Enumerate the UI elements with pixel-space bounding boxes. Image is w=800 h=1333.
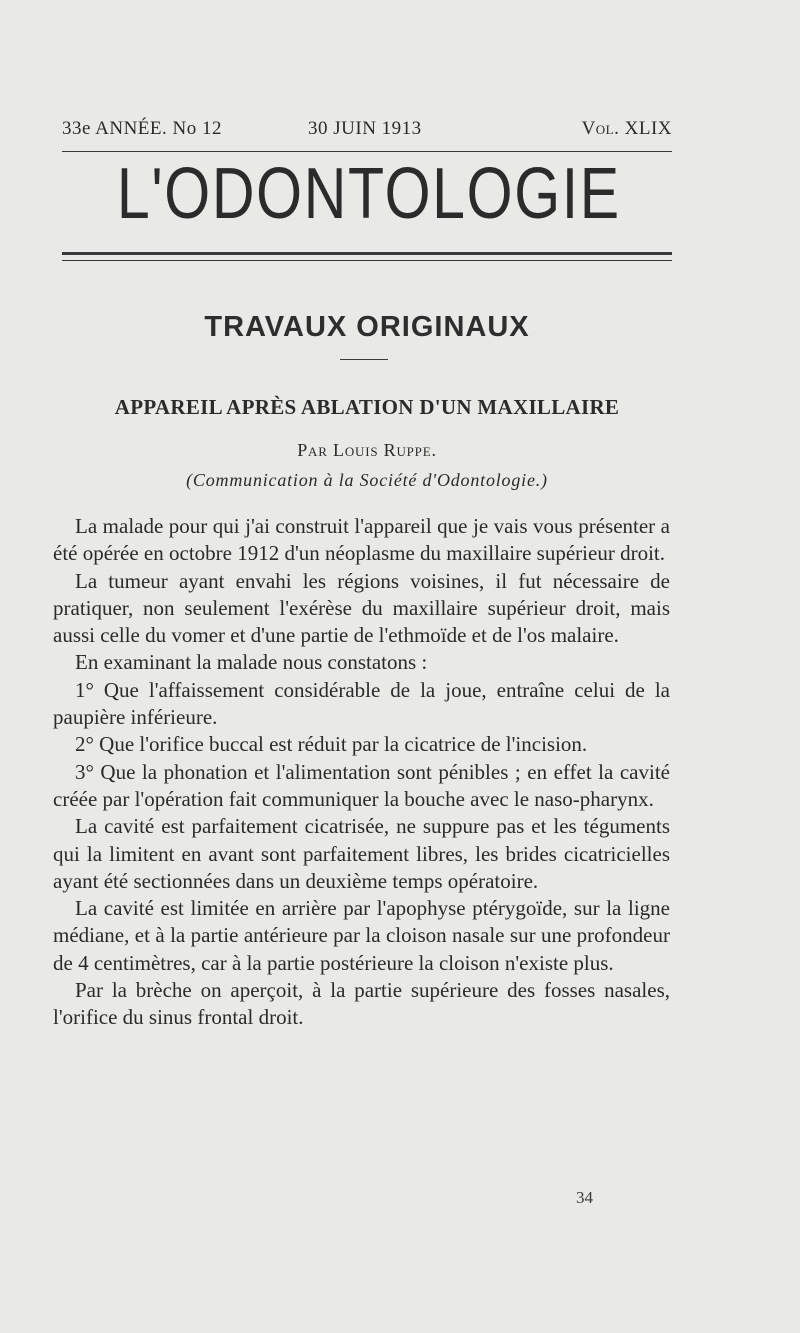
section-divider [340,359,388,360]
volume-number: Vol. XLIX [581,118,672,139]
article-body [53,513,670,1032]
paragraph: En examinant la malade nous constatons : [75,650,428,675]
paragraph: La malade pour qui j'ai construit l'appareil que je vais vous présenter a été opérée en octobre 1912 d'un néoplasme du maxillaire supérieur droit. [53,514,670,566]
paragraph: 3° Que la phonation et l'alimentation sont pénibles ; en effet la cavité créée par l'opération fait communiquer la bouche avec le naso-pharynx. [53,759,670,811]
issue-number: 33e ANNÉE. No 12 [62,118,222,139]
paragraph: Par la brèche on aperçoit, à la partie supérieure des fosses nasales, l'orifice du sinus frontal droit. [53,978,670,1030]
paragraph: La cavité est limitée en arrière par l'apophyse ptérygoïde, sur la ligne médiane, et à la partie antérieure par la cloison nasale sur une profondeur de 4 centimètres, car à la partie postérieure la cloison n'existe plus. [53,896,670,975]
article-communication-note: (Communication à la Société d'Odontologie.) [186,470,548,490]
issue-date: 30 JUIN 1913 [308,118,422,139]
paragraph: 2° Que l'orifice buccal est réduit par la cicatrice de l'incision. [75,732,588,757]
paragraph: La cavité est parfaitement cicatrisée, ne suppure pas et les téguments qui la limitent en avant sont parfaitement libres, les brides cicatricielles ayant été sectionnées dans un deuxième temps opératoire. [53,814,670,893]
page-number: 34 [576,1188,593,1207]
article-title: APPAREIL APRÈS ABLATION D'UN MAXILLAIRE [114,395,620,419]
header-rule [62,151,672,152]
masthead-double-rule [62,252,672,261]
paragraph: 1° Que l'affaissement considérable de la joue, entraîne celui de la paupière inférieure. [53,677,670,730]
section-heading: TRAVAUX ORIGINAUX [204,311,530,343]
article-byline: Par Louis Ruppe. [297,440,437,460]
paragraph: La tumeur ayant envahi les régions voisines, il fut nécessaire de pratiquer, non seulement l'exérèse du maxillaire supérieur droit, mais aussi celle du vomer et d'une partie de l'ethmoïde et de l'os malaire. [53,568,670,648]
journal-masthead: L'ODONTOLOGIE [116,154,621,234]
